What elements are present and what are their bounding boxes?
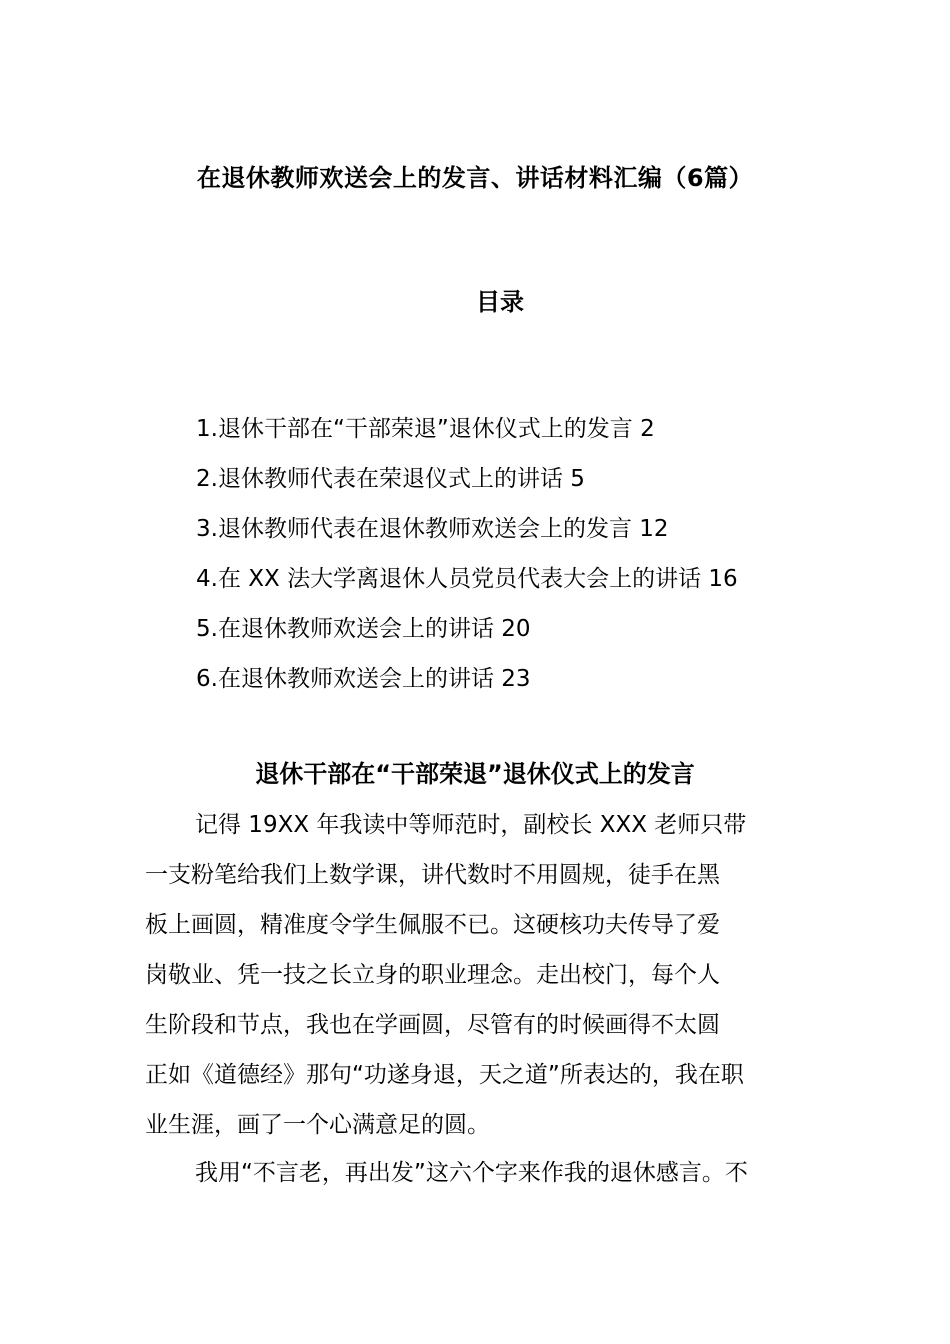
toc-item[interactable]: 3.退休教师代表在退休教师欢送会上的发言 12 [196,516,669,542]
toc-item[interactable]: 6.在退休教师欢送会上的讲话 23 [196,666,531,692]
body-paragraph [145,1148,807,1198]
document-title: 在退休教师欢送会上的发言、讲话材料汇编（6篇） [196,164,754,192]
paragraph-line: 板上画圆，精准度令学生佩服不已。这硬核功夫传导了爱 [145,912,720,938]
paragraph-line: 业生涯，画了一个心满意足的圆。 [145,1112,490,1138]
paragraph-line: 正如《道德经》那句“功遂身退，天之道”所表达的，我在职 [145,1062,744,1088]
paragraph-line: 记得 19XX 年我读中等师范时，副校长 XXX 老师只带 [195,812,747,838]
table-of-contents [196,404,896,704]
toc-item[interactable]: 2.退休教师代表在荣退仪式上的讲话 5 [196,466,585,492]
paragraph-line: 一支粉笔给我们上数学课，讲代数时不用圆规，徒手在黑 [145,862,720,888]
body-paragraph [145,800,807,1150]
paragraph-line: 生阶段和节点，我也在学画圆，尽管有的时候画得不太圆 [145,1012,720,1038]
toc-item[interactable]: 4.在 XX 法大学离退休人员党员代表大会上的讲话 16 [196,566,738,592]
toc-item[interactable]: 5.在退休教师欢送会上的讲话 20 [196,616,531,642]
paragraph-line: 岗敬业、凭一技之长立身的职业理念。走出校门，每个人 [145,962,720,988]
toc-heading: 目录 [476,288,524,316]
toc-item[interactable]: 1.退休干部在“干部荣退”退休仪式上的发言 2 [196,416,655,442]
section-title: 退休干部在“干部荣退”退休仪式上的发言 [255,760,695,788]
paragraph-line: 我用“不言老，再出发”这六个字来作我的退休感言。不 [195,1160,748,1186]
